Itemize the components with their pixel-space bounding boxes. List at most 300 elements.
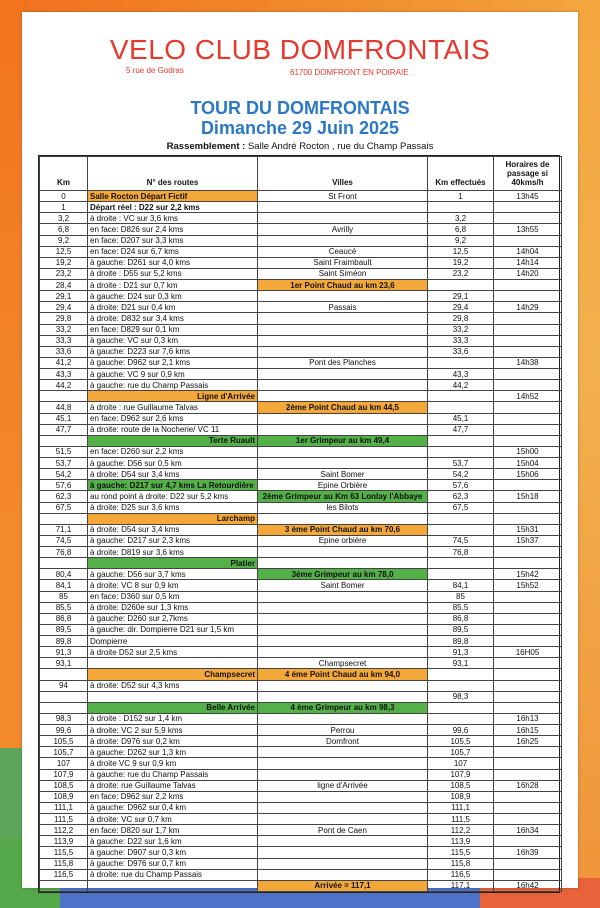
- row-km-effectue: [428, 435, 494, 446]
- row-horaire: [494, 702, 562, 713]
- row-km-effectue: [428, 569, 494, 580]
- row-route: à droite: D52 sur 4,3 kms: [88, 680, 258, 691]
- row-km-effectue: 105,5: [428, 736, 494, 747]
- row-km: 105,7: [40, 747, 88, 758]
- row-ville: [258, 380, 428, 391]
- row-route: à droite: D819 sur 3,6 kms: [88, 547, 258, 558]
- row-ville: les Bilots: [258, 502, 428, 513]
- row-horaire: [494, 213, 562, 224]
- table-row: [40, 736, 562, 747]
- row-route: au rond point à droite: D22 sur 5,2 kms: [88, 491, 258, 502]
- row-route: à gauche: D223 sur 7,6 kms: [88, 346, 258, 357]
- table-row: [40, 580, 562, 591]
- row-ville: 1er Grimpeur au km 49,4: [258, 435, 428, 446]
- table-row: [40, 791, 562, 802]
- row-horaire: [494, 513, 562, 524]
- row-km-effectue: [428, 702, 494, 713]
- table-row: [40, 424, 562, 435]
- table-row: [40, 357, 562, 368]
- table-row: [40, 524, 562, 535]
- route-table: [39, 156, 562, 892]
- row-km-effectue: [428, 357, 494, 368]
- row-horaire: [494, 402, 562, 413]
- row-horaire: [494, 869, 562, 880]
- table-row: [40, 547, 562, 558]
- table-row: [40, 458, 562, 469]
- row-km: 111,1: [40, 802, 88, 813]
- row-route: [88, 880, 258, 891]
- row-route: à droite: rue du Champ Passais: [88, 869, 258, 880]
- table-row: [40, 680, 562, 691]
- row-route: en face: D829 sur 0,1 km: [88, 324, 258, 335]
- row-km: 29,8: [40, 313, 88, 324]
- table-row: [40, 291, 562, 302]
- row-km-effectue: [428, 524, 494, 535]
- row-horaire: [494, 758, 562, 769]
- row-km: 94: [40, 680, 88, 691]
- row-route: en face: D260 sur 2,2 kms: [88, 446, 258, 457]
- row-horaire: [494, 413, 562, 424]
- row-km-effectue: 62,3: [428, 491, 494, 502]
- row-km: 43,3: [40, 369, 88, 380]
- row-km-effectue: 107: [428, 758, 494, 769]
- row-route: à gauche: D261 sur 4,0 kms: [88, 257, 258, 268]
- row-ville: [258, 202, 428, 213]
- header-km-effectues-text: Km effectués: [435, 178, 486, 187]
- row-ville: Saint Bomer: [258, 469, 428, 480]
- table-row: [40, 280, 562, 291]
- row-route: Départ réel : D22 sur 2,2 kms: [88, 202, 258, 213]
- row-km: [40, 702, 88, 713]
- row-route: à droite: D976 sur 0,2 km: [88, 736, 258, 747]
- table-row: [40, 658, 562, 669]
- row-route: à gauche: D56 sur 0,5 km: [88, 458, 258, 469]
- row-horaire: [494, 313, 562, 324]
- row-km: 113,9: [40, 836, 88, 847]
- row-km: 93,1: [40, 658, 88, 669]
- table-row: [40, 435, 562, 446]
- row-km: 33,3: [40, 335, 88, 346]
- table-row: [40, 802, 562, 813]
- row-km: 85: [40, 591, 88, 602]
- row-km-effectue: 45,1: [428, 413, 494, 424]
- row-km-effectue: 43,3: [428, 369, 494, 380]
- row-km: 116,5: [40, 869, 88, 880]
- row-ville: [258, 680, 428, 691]
- route-sheet: [22, 12, 578, 891]
- row-km-effectue: [428, 391, 494, 402]
- row-km-effectue: 89,8: [428, 636, 494, 647]
- row-horaire: [494, 836, 562, 847]
- row-ville: [258, 235, 428, 246]
- row-route: à droite D52 sur 2,5 kms: [88, 647, 258, 658]
- row-horaire: [494, 613, 562, 624]
- table-row: [40, 391, 562, 402]
- row-km-effectue: 29,1: [428, 291, 494, 302]
- header-km: Km: [40, 157, 88, 191]
- row-route: à droite: D832 sur 3,4 kms: [88, 313, 258, 324]
- row-ville: [258, 747, 428, 758]
- row-km-effectue: 33,2: [428, 324, 494, 335]
- row-route: à droite: route de la Nocherie/ VC 11: [88, 424, 258, 435]
- row-ville: [258, 513, 428, 524]
- row-ville: [258, 313, 428, 324]
- row-km-effectue: 85,5: [428, 602, 494, 613]
- row-km-effectue: 29,8: [428, 313, 494, 324]
- row-route: à gauche: rue du Champ Passais: [88, 769, 258, 780]
- row-km-effectue: 108,5: [428, 780, 494, 791]
- row-route: à gauche: D260 sur 2,7kms: [88, 613, 258, 624]
- row-km: [40, 669, 88, 680]
- row-km: 29,4: [40, 302, 88, 313]
- row-route: à droite: VC 8 sur 0,9 km: [88, 580, 258, 591]
- row-km: 41,2: [40, 357, 88, 368]
- row-route: en face: D24 sur 6,7 kms: [88, 246, 258, 257]
- row-km-effectue: 76,8: [428, 547, 494, 558]
- row-km-effectue: 74,5: [428, 535, 494, 546]
- row-km-effectue: 67,5: [428, 502, 494, 513]
- row-horaire: [494, 202, 562, 213]
- event-date: Dimanche 29 Juin 2025: [200, 118, 400, 138]
- row-ville: [258, 547, 428, 558]
- row-km-effectue: [428, 680, 494, 691]
- table-row: [40, 569, 562, 580]
- row-km-effectue: [428, 280, 494, 291]
- row-ville: [258, 769, 428, 780]
- row-km-effectue: 53,7: [428, 458, 494, 469]
- row-route: en face: D207 sur 3,3 kms: [88, 235, 258, 246]
- row-km: 111,5: [40, 814, 88, 825]
- row-km-effectue: 57,6: [428, 480, 494, 491]
- row-km: 80,4: [40, 569, 88, 580]
- route-table-wrapper: [38, 155, 560, 893]
- row-horaire: [494, 235, 562, 246]
- row-horaire: [494, 435, 562, 446]
- row-route: à gauche: D976 sur 0,7 km: [88, 858, 258, 869]
- club-street-address: 5 rue de Godras: [126, 66, 184, 75]
- row-km: 86,8: [40, 613, 88, 624]
- row-horaire: [494, 802, 562, 813]
- row-km-effectue: 85: [428, 591, 494, 602]
- row-km: 71,1: [40, 524, 88, 535]
- meeting-point-value: Salle André Rocton , rue du Champ Passais: [245, 141, 434, 152]
- row-ville: [258, 802, 428, 813]
- row-ville: [258, 324, 428, 335]
- event-title: TOUR DU DOMFRONTAIS: [190, 98, 410, 118]
- row-ville: Saint Siméon: [258, 268, 428, 279]
- row-ville: [258, 758, 428, 769]
- row-km: 53,7: [40, 458, 88, 469]
- row-horaire: [494, 380, 562, 391]
- row-route: à gauche: D962 sur 0,4 km: [88, 802, 258, 813]
- table-header-row: [40, 157, 562, 191]
- row-ville: 1er Point Chaud au km 23,6: [258, 280, 428, 291]
- row-ville: [258, 836, 428, 847]
- table-row: [40, 513, 562, 524]
- row-horaire: [494, 558, 562, 569]
- row-horaire: 16h28: [494, 780, 562, 791]
- header-horaires-text: Horaires de passage si 40kms/h: [505, 160, 550, 187]
- row-route: à droite: D25 sur 3,6 kms: [88, 502, 258, 513]
- row-route: [88, 691, 258, 702]
- row-ville: Passais: [258, 302, 428, 313]
- row-km-effectue: 115,8: [428, 858, 494, 869]
- row-km-effectue: 117,1: [428, 880, 494, 891]
- row-route: à droite: VC sur 0,7 km: [88, 814, 258, 825]
- table-row: [40, 380, 562, 391]
- row-ville: [258, 335, 428, 346]
- row-km: 6,8: [40, 224, 88, 235]
- table-row: [40, 858, 562, 869]
- table-row: [40, 346, 562, 357]
- row-ville: Saint Fraimbault: [258, 257, 428, 268]
- row-ville: Avrilly: [258, 224, 428, 235]
- row-horaire: 15h00: [494, 446, 562, 457]
- row-route: à gauche: D962 sur 2,1 kms: [88, 357, 258, 368]
- row-ville: 3 ème Point Chaud au km 70,6: [258, 524, 428, 535]
- row-km-effectue: [428, 402, 494, 413]
- row-horaire: [494, 669, 562, 680]
- row-ville: [258, 446, 428, 457]
- row-km: 107,9: [40, 769, 88, 780]
- table-row: [40, 246, 562, 257]
- row-route: à gauche: D22 sur 1,6 km: [88, 836, 258, 847]
- row-horaire: [494, 747, 562, 758]
- row-km: 47,7: [40, 424, 88, 435]
- row-km: 89,8: [40, 636, 88, 647]
- table-row: [40, 313, 562, 324]
- row-km: 19,2: [40, 257, 88, 268]
- header-km-effectues: [428, 157, 494, 191]
- header-routes: N° des routes: [88, 157, 258, 191]
- table-row: [40, 669, 562, 680]
- row-horaire: [494, 291, 562, 302]
- row-ville: Arrivée = 117,1: [258, 880, 428, 891]
- row-route: Platier: [88, 558, 258, 569]
- row-ville: [258, 424, 428, 435]
- row-km: [40, 513, 88, 524]
- row-route: à droite: D260e sur 1,3 kms: [88, 602, 258, 613]
- row-horaire: [494, 691, 562, 702]
- row-km-effectue: 47,7: [428, 424, 494, 435]
- table-row: [40, 502, 562, 513]
- row-ville: [258, 291, 428, 302]
- row-horaire: 14h20: [494, 268, 562, 279]
- row-ville: Champsecret: [258, 658, 428, 669]
- row-route: à gauche: D217 sur 4,7 kms La Retourdière: [88, 480, 258, 491]
- row-route: à droite: rue Guillaume Talvas: [88, 780, 258, 791]
- row-horaire: [494, 680, 562, 691]
- row-route: à droite : D152 sur 1,4 km: [88, 713, 258, 724]
- row-km: 51,5: [40, 446, 88, 457]
- row-km: 108,9: [40, 791, 88, 802]
- row-km: 91,3: [40, 647, 88, 658]
- row-km-effectue: 29,4: [428, 302, 494, 313]
- row-horaire: 16H05: [494, 647, 562, 658]
- row-route: à droite: D54 sur 3,4 kms: [88, 524, 258, 535]
- table-row: [40, 713, 562, 724]
- row-route: Ligne d'Arrivée: [88, 391, 258, 402]
- row-route: à gauche: D907 sur 0,3 km: [88, 847, 258, 858]
- row-horaire: 13h45: [494, 191, 562, 202]
- row-ville: Saint Bomer: [258, 580, 428, 591]
- meeting-point-label: Rassemblement :: [166, 141, 246, 152]
- club-title: VELO CLUB DOMFRONTAIS: [109, 34, 491, 65]
- row-route: Dompierre: [88, 636, 258, 647]
- table-row: [40, 402, 562, 413]
- row-km: 0: [40, 191, 88, 202]
- row-km: 107: [40, 758, 88, 769]
- row-route: à droite : D55 sur 5,2 kms: [88, 268, 258, 279]
- row-km-effectue: 3,2: [428, 213, 494, 224]
- row-ville: [258, 391, 428, 402]
- row-ville: [258, 814, 428, 825]
- row-km-effectue: 116,5: [428, 869, 494, 880]
- table-row: [40, 469, 562, 480]
- row-km-effectue: 44,2: [428, 380, 494, 391]
- row-km-effectue: 105,7: [428, 747, 494, 758]
- row-ville: 3éme Grimpeur au km 78,0: [258, 569, 428, 580]
- row-km: 23,2: [40, 268, 88, 279]
- row-route: à droite: VC 2 sur 5,9 kms: [88, 725, 258, 736]
- row-horaire: [494, 624, 562, 635]
- table-row: [40, 747, 562, 758]
- row-ville: 4 éme Point Chaud au km 94,0: [258, 669, 428, 680]
- row-horaire: 14h04: [494, 246, 562, 257]
- table-row: [40, 202, 562, 213]
- table-row: [40, 602, 562, 613]
- table-row: [40, 257, 562, 268]
- row-km: 67,5: [40, 502, 88, 513]
- row-km-effectue: [428, 513, 494, 524]
- table-row: [40, 869, 562, 880]
- row-horaire: [494, 602, 562, 613]
- row-km: 1: [40, 202, 88, 213]
- row-km: 57,6: [40, 480, 88, 491]
- row-km-effectue: 111,1: [428, 802, 494, 813]
- table-row: [40, 780, 562, 791]
- row-horaire: 16h25: [494, 736, 562, 747]
- table-row: [40, 591, 562, 602]
- row-route: à gauche: D217 sur 2,3 kms: [88, 535, 258, 546]
- row-route: à gauche: VC sur 0,3 km: [88, 335, 258, 346]
- row-km: 85,5: [40, 602, 88, 613]
- table-row: [40, 324, 562, 335]
- row-horaire: 15h31: [494, 524, 562, 535]
- row-route: en face: D820 sur 1,7 km: [88, 825, 258, 836]
- table-row: [40, 302, 562, 313]
- table-row: [40, 191, 562, 202]
- row-route: à gauche: dir. Dompierre D21 sur 1,5 km: [88, 624, 258, 635]
- row-route: à droite : VC sur 3,6 kms: [88, 213, 258, 224]
- row-ville: [258, 636, 428, 647]
- row-route: en face: D360 sur 0,5 km: [88, 591, 258, 602]
- row-ville: [258, 647, 428, 658]
- row-km: [40, 691, 88, 702]
- row-horaire: [494, 424, 562, 435]
- table-row: [40, 535, 562, 546]
- row-km-effectue: 54,2: [428, 469, 494, 480]
- row-km: [40, 558, 88, 569]
- row-ville: [258, 624, 428, 635]
- row-km: [40, 391, 88, 402]
- row-route: Larchamp: [88, 513, 258, 524]
- row-horaire: 15h18: [494, 491, 562, 502]
- table-row: [40, 558, 562, 569]
- row-ville: [258, 613, 428, 624]
- row-km: 3,2: [40, 213, 88, 224]
- table-row: [40, 480, 562, 491]
- row-km: 62,3: [40, 491, 88, 502]
- table-row: [40, 636, 562, 647]
- row-km-effectue: 98,3: [428, 691, 494, 702]
- row-km-effectue: 89,5: [428, 624, 494, 635]
- table-row: [40, 224, 562, 235]
- row-km: 105,5: [40, 736, 88, 747]
- table-row: [40, 235, 562, 246]
- row-km: 84,1: [40, 580, 88, 591]
- row-km-effectue: 91,3: [428, 647, 494, 658]
- row-km: 98,3: [40, 713, 88, 724]
- row-horaire: [494, 769, 562, 780]
- row-km-effectue: 107,9: [428, 769, 494, 780]
- row-ville: ligne d'Arrivée: [258, 780, 428, 791]
- meeting-point: [22, 141, 578, 152]
- table-row: [40, 702, 562, 713]
- row-horaire: [494, 369, 562, 380]
- table-row: [40, 446, 562, 457]
- row-ville: [258, 591, 428, 602]
- row-horaire: [494, 658, 562, 669]
- table-row: [40, 880, 562, 891]
- row-km: 74,5: [40, 535, 88, 546]
- row-ville: [258, 413, 428, 424]
- row-horaire: 13h55: [494, 224, 562, 235]
- row-route: Belle Arrivée: [88, 702, 258, 713]
- row-route: à droite : D21 sur 0,7 km: [88, 280, 258, 291]
- row-horaire: 15h04: [494, 458, 562, 469]
- row-horaire: [494, 814, 562, 825]
- row-ville: [258, 346, 428, 357]
- row-route: en face: D826 sur 2,4 kms: [88, 224, 258, 235]
- row-km: 112,2: [40, 825, 88, 836]
- row-km-effectue: 23,2: [428, 268, 494, 279]
- row-km: 33,2: [40, 324, 88, 335]
- row-ville: [258, 791, 428, 802]
- row-horaire: [494, 591, 562, 602]
- row-km-effectue: 99,6: [428, 725, 494, 736]
- row-km-effectue: 108,9: [428, 791, 494, 802]
- row-horaire: [494, 636, 562, 647]
- row-ville: 4 ème Grimpeur au km 98,3: [258, 702, 428, 713]
- row-route: Terte Ruault: [88, 435, 258, 446]
- row-route: [88, 658, 258, 669]
- row-ville: St Front: [258, 191, 428, 202]
- row-km-effectue: 19,2: [428, 257, 494, 268]
- row-route: à gauche: VC 9 sur 0,9 km: [88, 369, 258, 380]
- row-ville: Perrou: [258, 725, 428, 736]
- row-km: [40, 435, 88, 446]
- row-km-effectue: [428, 446, 494, 457]
- row-horaire: 15h42: [494, 569, 562, 580]
- row-km-effectue: [428, 558, 494, 569]
- row-ville: Pont des Planches: [258, 357, 428, 368]
- header-villes: Villes: [258, 157, 428, 191]
- row-ville: [258, 858, 428, 869]
- row-horaire: [494, 324, 562, 335]
- row-km: 29,1: [40, 291, 88, 302]
- row-ville: [258, 713, 428, 724]
